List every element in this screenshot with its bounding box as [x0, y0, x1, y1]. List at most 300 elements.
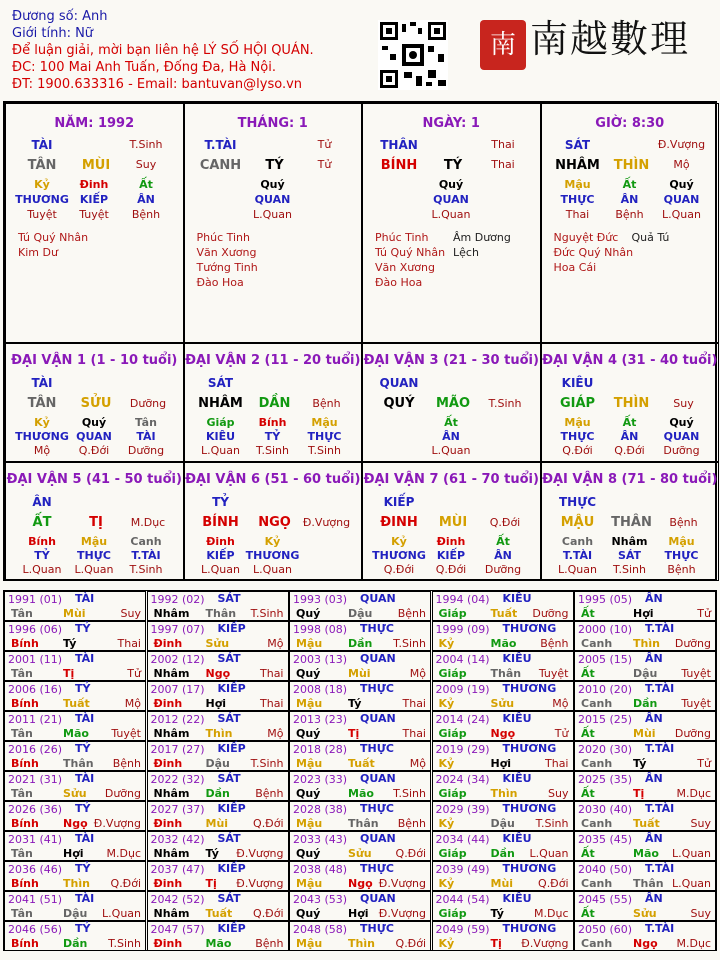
year-cell: [432, 621, 574, 651]
year-can: Bính: [11, 817, 39, 830]
year-can: Ất: [581, 667, 595, 680]
year-stage: Suy: [690, 817, 711, 830]
star-item: Tướng Tinh: [196, 261, 258, 274]
year-label: 2032 (42): [150, 833, 205, 846]
year-stage: Dưỡng: [674, 727, 711, 740]
year-cell: [147, 891, 289, 921]
hidden-stem: Ất: [622, 416, 637, 429]
year-label: 2014 (24): [435, 713, 490, 726]
year-chi: Ngọ: [205, 667, 231, 680]
qr-code-icon: [378, 20, 448, 90]
hidden-stem: Canh: [561, 535, 594, 548]
year-label: 2027 (37): [150, 803, 205, 816]
year-stage: Bệnh: [397, 607, 426, 620]
pillar-chi: THÌN: [613, 158, 650, 173]
year-can: Kỷ: [438, 757, 455, 770]
year-cell: [289, 621, 431, 651]
hidden-god: TÀI: [136, 430, 156, 443]
year-chi: Ngọ: [633, 937, 658, 950]
year-cell: [574, 651, 716, 681]
year-chi: Mùi: [633, 727, 656, 740]
year-stage: T.Sinh: [108, 937, 141, 950]
dai-van-chi: TỊ: [89, 515, 103, 530]
year-chi: Sửu: [490, 697, 515, 710]
year-can: Tân: [11, 607, 33, 620]
year-god: SÁT: [217, 772, 241, 785]
chart-grid: [3, 101, 717, 581]
year-can: Quý: [296, 667, 321, 680]
year-god: KIẾP: [217, 622, 246, 635]
year-can: Giáp: [438, 787, 467, 800]
year-can: Mậu: [296, 877, 323, 890]
year-chi: Mùi: [348, 667, 371, 680]
year-can: Bính: [11, 937, 39, 950]
year-chi: Mão: [63, 727, 89, 740]
star-item: Tú Quý Nhân: [375, 246, 446, 259]
pillar-heading: THÁNG: 1: [237, 116, 308, 131]
year-stage: T.Sinh: [250, 607, 284, 620]
year-stage: L.Quan: [102, 907, 141, 920]
hidden-god: TỶ: [34, 549, 50, 562]
hidden-stem: Ất: [444, 416, 458, 429]
dai-van-star: TÀI: [31, 376, 53, 390]
year-stage: Đ.Vượng: [521, 937, 569, 950]
year-can: Nhâm: [153, 607, 190, 620]
year-label: 1996 (06): [8, 623, 63, 636]
year-label: 2023 (33): [293, 773, 348, 786]
year-god: ÂN: [645, 772, 663, 785]
year-god: ÂN: [645, 652, 663, 665]
year-chi: Thân: [205, 607, 237, 620]
year-stage: Tử: [697, 757, 711, 770]
hidden-god: KIẾP: [79, 193, 109, 206]
hidden-stage: T.Sinh: [256, 444, 289, 457]
hidden-stem: Quý: [669, 416, 694, 429]
pillar-cell: [541, 103, 720, 343]
year-stage: Mộ: [267, 727, 284, 740]
dai-van-star: KIÊU: [561, 376, 594, 390]
year-chi: Hợi: [63, 847, 84, 860]
seal-stamp: 南: [480, 20, 526, 70]
year-god: SÁT: [217, 592, 241, 605]
year-label: 2008 (18): [293, 683, 348, 696]
year-stage: T.Sinh: [250, 757, 284, 770]
hidden-god: ÂN: [494, 549, 512, 562]
year-cell: [4, 801, 146, 831]
year-cell: [289, 591, 431, 621]
dai-van-chi: MÃO: [435, 396, 471, 411]
year-can: Ất: [581, 727, 595, 740]
year-god: QUAN: [360, 712, 396, 725]
year-label: 2004 (14): [435, 653, 490, 666]
hidden-god: THƯƠNG: [15, 193, 69, 206]
year-god: TÀI: [75, 832, 95, 845]
year-chi: Mùi: [205, 817, 229, 830]
year-stage: Tuyệt: [111, 727, 141, 740]
year-cell: [147, 681, 289, 711]
year-stage: T.Sinh: [393, 637, 426, 650]
hidden-god: KIẾP: [436, 549, 466, 562]
contact-line-1: Để luận giải, mời bạn liên hệ LÝ SỐ HỘI QUÁN.: [12, 43, 314, 58]
pillar-can: TÂN: [27, 158, 57, 173]
year-god: QUAN: [360, 892, 396, 905]
hidden-stem: Bính: [258, 416, 287, 429]
year-stage: Tử: [697, 607, 711, 620]
year-chi: Dậu: [348, 607, 373, 620]
year-cell: [289, 801, 431, 831]
year-cell: [4, 861, 146, 891]
pillar-can-stage: T.Sinh: [129, 138, 163, 151]
year-god: KIÊU: [502, 772, 532, 785]
dai-van-cell: [184, 343, 363, 462]
hidden-stage: Dưỡng: [484, 563, 522, 576]
year-god: TÀI: [75, 892, 95, 905]
year-can: Mậu: [296, 757, 323, 770]
dai-van-chi: THÌN: [613, 396, 650, 411]
year-stage: Đ.Vượng: [236, 847, 284, 860]
year-god: TỶ: [75, 802, 91, 815]
pillar-cell: [184, 103, 363, 343]
dai-van-heading: ĐẠI VẬN 5 (41 - 50 tuổi): [6, 472, 182, 487]
year-label: 2006 (16): [8, 683, 63, 696]
year-chi: Hợi: [633, 607, 654, 620]
pillar-chi-stage: Mộ: [673, 158, 690, 171]
hidden-god: T.TÀI: [562, 549, 593, 562]
owner-name: Đương số: Anh: [12, 9, 108, 24]
year-cell: [4, 831, 146, 861]
year-label: 2010 (20): [578, 683, 633, 696]
pillar-star-label: T.TÀI: [204, 138, 237, 152]
dai-van-star: QUAN: [379, 376, 419, 390]
year-cell: [289, 861, 431, 891]
year-can: Canh: [581, 697, 613, 710]
hidden-stage: Q.Đới: [614, 444, 645, 457]
year-can: Kỷ: [438, 817, 455, 830]
year-stage: Mộ: [124, 697, 141, 710]
year-god: THỰC: [360, 742, 394, 755]
year-can: Quý: [296, 607, 321, 620]
brand-title: 南越數理: [530, 17, 691, 61]
dai-van-cell: [5, 343, 184, 462]
pillar-chi-stage: Thai: [491, 158, 515, 171]
hidden-god: ÂN: [620, 430, 639, 443]
year-god: THỰC: [360, 922, 394, 935]
hidden-stem: Ất: [622, 178, 637, 191]
year-label: 2031 (41): [8, 833, 63, 846]
star-item: Văn Xương: [375, 261, 435, 274]
pillar-chi-stage: Tử: [317, 158, 332, 171]
year-label: 2019 (29): [435, 743, 490, 756]
year-label: 2037 (47): [150, 863, 205, 876]
year-god: TÀI: [75, 652, 95, 665]
year-chi: Thìn: [490, 787, 518, 800]
year-god: ÂN: [645, 592, 663, 605]
owner-gender: Giới tính: Nữ: [12, 26, 94, 41]
dai-van-stage: T.Sinh: [488, 397, 522, 410]
dai-van-can: ẤT: [32, 515, 52, 530]
year-cell: [574, 801, 716, 831]
year-label: 2024 (34): [435, 773, 490, 786]
year-label: 2049 (59): [435, 923, 490, 936]
year-god: TỶ: [75, 742, 91, 755]
dai-van-can: TÂN: [27, 396, 57, 411]
year-can: Đinh: [153, 877, 183, 890]
year-label: 2034 (44): [435, 833, 490, 846]
year-can: Canh: [581, 757, 613, 770]
year-can: Kỷ: [438, 697, 455, 710]
year-stage: L.Quan: [529, 847, 569, 860]
year-stage: Mộ: [409, 757, 426, 770]
year-cell: [4, 921, 146, 951]
year-cell: [574, 621, 716, 651]
hidden-god: THỰC: [560, 193, 595, 206]
dai-van-stage: Đ.Vượng: [302, 516, 351, 529]
year-label: 1998 (08): [293, 623, 348, 636]
pillar-chi: TÝ: [265, 158, 284, 173]
year-stage: Tử: [127, 667, 141, 680]
year-cell: [432, 861, 574, 891]
hidden-god: QUAN: [433, 193, 469, 206]
year-chi: Tý: [63, 637, 77, 650]
year-can: Đinh: [153, 817, 183, 830]
year-cell: [4, 591, 146, 621]
year-god: SÁT: [217, 652, 241, 665]
star-item: Quả Tú: [631, 231, 670, 244]
pillar-can-stage: Đ.Vượng: [657, 138, 706, 151]
year-chi: Dậu: [205, 757, 230, 770]
year-chi: Tý: [205, 847, 219, 860]
hidden-stage: T.Sinh: [308, 444, 341, 457]
year-stage: Tuyệt: [538, 667, 569, 680]
year-chi: Hợi: [490, 757, 512, 770]
year-can: Nhâm: [153, 847, 190, 860]
year-stage: Q.Đới: [110, 877, 141, 890]
year-can: Kỷ: [438, 877, 455, 890]
year-can: Kỷ: [438, 637, 455, 650]
year-cell: [147, 741, 289, 771]
hidden-stage: Bệnh: [667, 563, 696, 576]
year-chi: Thìn: [348, 937, 375, 950]
year-label: 2025 (35): [578, 773, 633, 786]
year-label: 2033 (43): [293, 833, 348, 846]
year-label: 2020 (30): [578, 743, 633, 756]
year-can: Giáp: [438, 607, 467, 620]
year-cell: [4, 891, 146, 921]
year-label: 2000 (10): [578, 623, 633, 636]
year-cell: [289, 711, 431, 741]
year-chi: Tuất: [205, 907, 233, 920]
year-god: KIẾP: [217, 862, 246, 875]
year-label: 1999 (09): [435, 623, 490, 636]
year-chi: Mão: [348, 787, 374, 800]
star-list: [18, 230, 88, 260]
hidden-god: THƯƠNG: [245, 549, 300, 562]
year-label: 2048 (58): [293, 923, 348, 936]
year-label: 1994 (04): [435, 593, 490, 606]
dai-van-heading: ĐẠI VẬN 7 (61 - 70 tuổi): [363, 472, 539, 487]
year-chi: Sửu: [633, 907, 657, 920]
pillar-star-label: THÂN: [380, 138, 418, 152]
year-label: 2017 (27): [150, 743, 205, 756]
pillar-heading: GIỜ: 8:30: [595, 116, 665, 131]
year-cell: [574, 831, 716, 861]
year-can: Mậu: [296, 817, 323, 830]
year-label: 2050 (60): [578, 923, 633, 936]
year-cell: [574, 741, 716, 771]
year-cell: [4, 771, 146, 801]
pillar-cell: [5, 103, 184, 343]
year-cell: [289, 831, 431, 861]
year-can: Bính: [11, 637, 39, 650]
year-cell: [147, 771, 289, 801]
year-can: Canh: [581, 637, 613, 650]
dai-van-can: QUÝ: [383, 396, 415, 411]
year-cell: [432, 891, 574, 921]
year-god: KIÊU: [502, 712, 532, 725]
year-chi: Dần: [348, 637, 373, 650]
star-item: Nguyệt Đức: [553, 231, 619, 244]
year-chi: Dần: [490, 847, 515, 860]
year-chi: Tị: [63, 667, 75, 680]
hidden-stem: Đinh: [206, 535, 235, 548]
year-label: 2005 (15): [578, 653, 633, 666]
year-god: TỶ: [75, 622, 91, 635]
dai-van-can: NHÂM: [198, 396, 243, 411]
year-cell: [432, 711, 574, 741]
year-god: T.TÀI: [645, 742, 675, 755]
star-list: [375, 230, 445, 290]
hidden-stage: L.Quan: [74, 563, 114, 576]
year-can: Bính: [11, 877, 39, 890]
year-label: 2002 (12): [150, 653, 205, 666]
year-stage: L.Quan: [672, 847, 711, 860]
hidden-stem: Mậu: [668, 535, 695, 548]
year-label: 2003 (13): [293, 653, 348, 666]
year-stage: Thai: [117, 637, 141, 650]
year-can: Đinh: [153, 637, 183, 650]
hidden-stage: L.Quan: [201, 563, 240, 576]
dai-van-star: THỰC: [558, 495, 597, 509]
year-label: 1991 (01): [8, 593, 63, 606]
year-can: Tân: [11, 787, 33, 800]
year-god: QUAN: [360, 772, 396, 785]
star-item: Kim Dư: [18, 246, 58, 259]
year-can: Mậu: [296, 637, 323, 650]
year-stage: Mộ: [409, 667, 426, 680]
hidden-stem: Giáp: [206, 416, 235, 429]
hidden-stem: Tân: [135, 416, 157, 429]
hidden-stage: L.Quan: [558, 563, 597, 576]
hidden-stage: L.Quan: [662, 208, 701, 221]
year-can: Ất: [581, 907, 595, 920]
year-god: KIẾP: [217, 922, 246, 935]
year-chi: Tuất: [63, 697, 90, 710]
year-label: 2001 (11): [8, 653, 63, 666]
year-god: QUAN: [360, 592, 396, 605]
year-chi: Tuất: [490, 607, 518, 620]
dai-van-cell: [184, 462, 363, 581]
year-cell: [432, 741, 574, 771]
hidden-stem: Ất: [139, 178, 153, 191]
star-item: Đào Hoa: [375, 276, 423, 289]
dai-van-chi: NGỌ: [258, 515, 291, 530]
hidden-stage: Mộ: [33, 444, 51, 457]
hidden-stage: L.Quan: [22, 563, 62, 576]
year-table: [3, 590, 717, 951]
year-god: KIẾP: [217, 802, 246, 815]
year-stage: Tử: [554, 727, 569, 740]
year-cell: [289, 771, 431, 801]
dai-van-can: MẬU: [560, 515, 595, 530]
year-label: 2046 (56): [8, 923, 63, 936]
year-cell: [4, 681, 146, 711]
year-can: Nhâm: [153, 787, 190, 800]
year-cell: [147, 801, 289, 831]
year-can: Quý: [296, 727, 321, 740]
year-chi: Tị: [348, 727, 360, 740]
year-label: 2016 (26): [8, 743, 63, 756]
year-stage: Tuyệt: [681, 667, 711, 680]
hidden-stage: L.Quan: [253, 563, 292, 576]
year-stage: Thai: [260, 667, 284, 680]
year-cell: [147, 621, 289, 651]
hidden-stem: Mậu: [564, 178, 591, 191]
year-chi: Tuất: [633, 817, 660, 830]
year-label: 2038 (48): [293, 863, 348, 876]
year-god: TỶ: [75, 862, 91, 875]
year-chi: Hợi: [205, 697, 227, 710]
year-god: KIÊU: [502, 592, 532, 605]
year-god: QUAN: [360, 652, 396, 665]
year-label: 2018 (28): [293, 743, 348, 756]
year-god: SÁT: [217, 712, 241, 725]
year-god: KIÊU: [502, 892, 532, 905]
year-god: THƯƠNG: [502, 862, 557, 875]
year-stage: Tuyệt: [681, 697, 711, 710]
star-list: [197, 230, 258, 290]
dai-van-stage: Dưỡng: [129, 397, 167, 410]
year-god: THƯƠNG: [502, 742, 557, 755]
hidden-god: T.TÀI: [131, 549, 161, 562]
year-label: 2035 (45): [578, 833, 633, 846]
hidden-stage: Q.Đới: [383, 563, 415, 576]
year-cell: [147, 711, 289, 741]
year-chi: Thìn: [63, 877, 90, 890]
pillar-chi: MÙI: [81, 158, 111, 173]
year-can: Ất: [581, 607, 595, 620]
pillar-heading: NĂM: 1992: [54, 116, 135, 131]
year-god: T.TÀI: [645, 682, 675, 695]
year-chi: Tị: [205, 877, 217, 890]
year-label: 2030 (40): [578, 803, 633, 816]
year-god: THỰC: [360, 862, 394, 875]
year-label: 2029 (39): [435, 803, 490, 816]
year-stage: M.Dục: [676, 787, 711, 800]
year-chi: Ngọ: [63, 817, 88, 830]
hidden-god: THƯƠNG: [15, 430, 69, 443]
year-can: Nhâm: [153, 667, 190, 680]
hidden-stem: Đinh: [436, 535, 466, 548]
hidden-god: THỰC: [307, 430, 342, 443]
year-cell: [289, 681, 431, 711]
hidden-stem: Kỷ: [34, 416, 50, 429]
dai-van-chi: SỬU: [80, 396, 112, 411]
dai-van-stage: Suy: [673, 397, 694, 410]
hidden-stage: Bệnh: [615, 208, 644, 221]
hidden-stage: L.Quan: [431, 444, 471, 457]
year-chi: Tý: [348, 697, 362, 710]
year-stage: M.Dục: [534, 907, 569, 920]
